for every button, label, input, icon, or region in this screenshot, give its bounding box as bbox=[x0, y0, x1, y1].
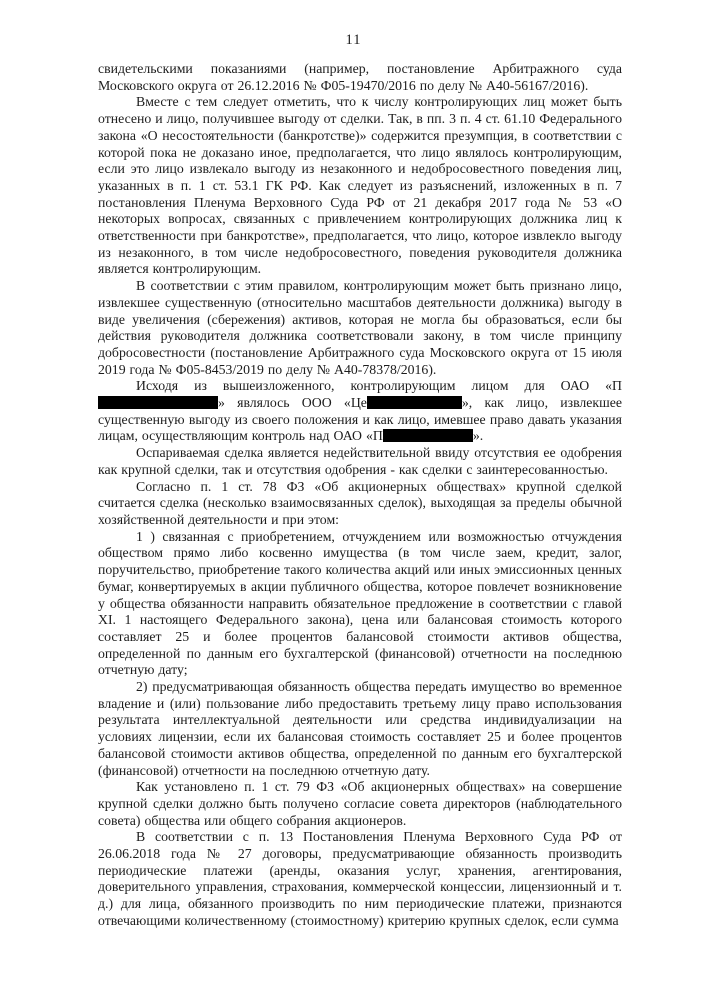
text-segment: В соответствии с этим правилом, контролирующим может быть признано лицо, извлекшее существенную (относительно масштабов деятельности должника) выгоду в виде увеличения (сбережения) активов, которая не могла бы образоваться, если бы действия руководителя должника соответствовали закону, в том числе принципу добросовестности (постановление Арбитражного суда Московского округа от 15 июля 2019 года № Ф05-8453/2019 по делу № А40-78378/2016). bbox=[98, 278, 622, 377]
text-segment: ». bbox=[472, 428, 484, 444]
text-segment: », как лицо, извлекшее существенную выгоду из своего положения и как лицо, имевшее право давать указания лицам, осуществляющим контроль над ОАО «П bbox=[98, 395, 622, 444]
paragraph bbox=[98, 378, 622, 445]
text-segment: Оспариваемая сделка является недействительной ввиду отсутствия ее одобрения как крупной сделки, так и отсутствия одобрения - как сделки с заинтересованностью. bbox=[98, 445, 622, 477]
text-segment: Исходя из вышеизложенного, контролирующим лицом для ОАО «П bbox=[136, 378, 622, 394]
text-segment: Вместе с тем следует отметить, что к числу контролирующих лиц может быть отнесено и лицо, получившее выгоду от сделки. Так, в пп. 3 п. 4 ст. 61.10 Федерального закона «О несостоятельности (банкротстве)» содержится презумпция, в соответствии с которой пока не доказано иное, предполагается, что лицо являлось контролирующим, если это лицо извлекало выгоду из незаконного и недобросовестного поведения лиц, указанных в п. 1 ст. 53.1 ГК РФ. Как следует из разъяснений, изложенных в п. 7 постановления Пленума Верховного Суда РФ от 21 декабря 2017 года № 53 «О некоторых вопросах, связанных с привлечением контролирующих должника лиц к ответственности при банкротстве», предполагается, что лицо, которое извлекло выгоду из незаконного, в том числе недобросовестного, поведения руководителя должника является контролирующим. bbox=[98, 94, 622, 277]
paragraph bbox=[98, 278, 622, 378]
paragraph bbox=[98, 829, 622, 929]
paragraph bbox=[98, 479, 622, 529]
text-segment: В соответствии с п. 13 Постановления Пленума Верховного Суда РФ от 26.06.2018 года № 27 договоры, предусматривающие обязанность производить периодические платежи (аренды, оказания услуг, хранения, агентирования, доверительного управления, страхования, коммерческой концессии, лицензионный и т. д.) для лица, обязанного производить по ним периодические платежи, признаются отвечающими количественному (стоимостному) критерию крупных сделок, если сумма bbox=[98, 829, 622, 928]
text-segment: 1 ) связанная с приобретением, отчуждением или возможностью отчуждения обществом прямо либо косвенно имущества (в том числе заем, кредит, залог, поручительство, приобретение такого количества акций или иных эмиссионных ценных бумаг, конвертируемых в акции публичного общества, которое повлечет возникновение у общества обязанности направить обязательное предложение в соответствии с главой XI. 1 настоящего Федерального закона), цена или балансовая стоимость которого составляет 25 и более процентов балансовой стоимости активов общества, определенной по данным его бухгалтерской (финансовой) отчетности на последнюю отчетную дату; bbox=[98, 528, 622, 678]
redaction-box bbox=[98, 396, 218, 409]
paragraph bbox=[98, 529, 622, 679]
text-segment: Как установлено п. 1 ст. 79 ФЗ «Об акционерных обществах» на совершение крупной сделки должно быть получено согласие совета директоров (наблюдательного совета) общества или общего собрания акционеров. bbox=[98, 779, 622, 828]
paragraph bbox=[98, 679, 622, 779]
text-segment: свидетельскими показаниями (например, постановление Арбитражного суда Московского округа от 26.12.2016 № Ф05-19470/2016 по делу № А40-56167/2016). bbox=[98, 61, 622, 93]
text-segment: » являлось ООО «Це bbox=[218, 395, 367, 411]
paragraph bbox=[98, 445, 622, 478]
document-body bbox=[98, 61, 622, 930]
paragraph bbox=[98, 94, 622, 278]
paragraph bbox=[98, 779, 622, 829]
page-number: 11 bbox=[345, 32, 362, 48]
text-segment: 2) предусматривающая обязанность общества передать имущество во временное владение и (или) пользование либо предоставить третьему лицу право использования результата интеллектуальной деятельности или средства индивидуализации на условиях лицензии, если их балансовая стоимость составляет 25 и более процентов балансовой стоимости активов общества, определенной по данным его бухгалтерской (финансовой) отчетности на последнюю отчетную дату. bbox=[98, 679, 622, 778]
redaction-box bbox=[367, 396, 462, 409]
redaction-box bbox=[383, 429, 473, 442]
text-segment: Согласно п. 1 ст. 78 ФЗ «Об акционерных обществах» крупной сделкой считается сделка (несколько взаимосвязанных сделок), выходящая за пределы обычной хозяйственной деятельности и при этом: bbox=[98, 478, 622, 527]
paragraph bbox=[98, 61, 622, 94]
